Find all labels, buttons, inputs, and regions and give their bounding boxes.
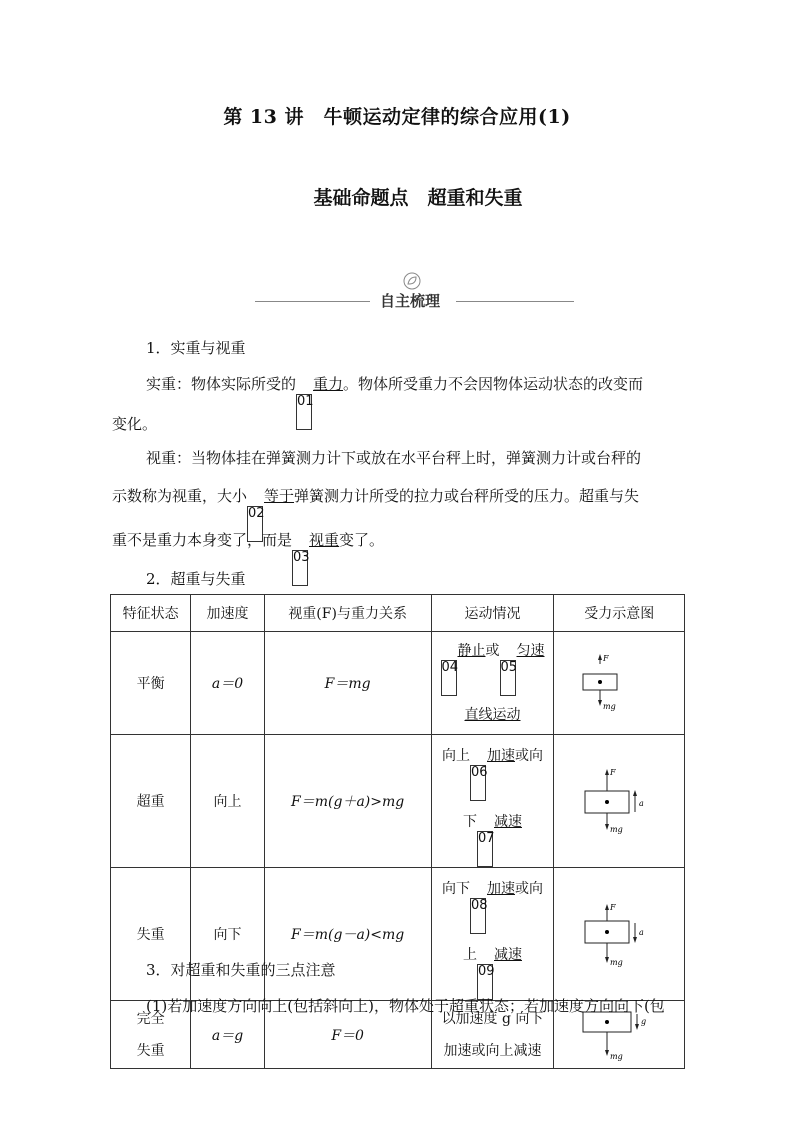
motion-cell [431,735,554,868]
gravity-label: g [641,1016,647,1026]
force-label: F [610,903,616,912]
text: 向下 [442,881,470,897]
state-line: 失重 [136,1042,165,1059]
acceleration-label: a [639,799,645,808]
text: 示数称为视重，大小 [112,487,248,505]
blank-box: 04 [441,660,457,696]
weight-label: mg [610,1051,623,1061]
answer: 直线运动 [464,707,521,723]
blank-box: 06 [470,765,486,801]
motion-line [432,868,554,934]
weight-label: mg [610,958,623,967]
text: 。物体所受重力不会因物体运动状态的改变而 [343,375,644,393]
text: 弹簧测力计所受的拉力或台秤所受的压力。超重与失 [294,487,640,505]
acc-cell: 向下 [191,868,264,1001]
acc-cell: a＝g [191,1001,264,1069]
state-cell: 超重 [111,735,191,868]
motion-line: 以加速度 g 向下 [441,1010,544,1027]
paragraph-1-line-1 [146,374,643,430]
force-diagram-balance [579,651,659,715]
text: 或向 [515,881,543,897]
section-subtitle: 基础命题点 超重和失重 [313,187,523,209]
blank-box: 08 [470,898,486,934]
answer: 匀速 [516,643,545,659]
table-row [111,868,685,1001]
motion-line [432,934,554,1000]
answer: 视重 [309,531,340,549]
heading-3: 3．对超重和失重的三点注意 [146,961,336,979]
header-cell: 受力示意图 [554,595,685,632]
acc-cell: 向上 [191,735,264,868]
state-cell: 失重 [111,868,191,1001]
relation-cell: F＝m(g＋a)>mg [264,735,431,868]
text: 或向 [515,748,543,764]
paragraph-3-line-1: (1)若加速度方向向上(包括斜向上)，物体处于超重状态；若加速度方向向下(包 [146,997,665,1015]
motion-line [432,801,554,867]
paragraph-2-line-1: 视重：当物体挂在弹簧测力计下或放在水平台秤上时，弹簧测力计或台秤的 [146,449,642,467]
state-cell: 平衡 [111,632,191,735]
motion-cell [431,868,554,1001]
relation-cell: F＝0 [264,1001,431,1069]
motion-cell [431,632,554,735]
weight-label: mg [603,702,616,711]
text: 变了。 [339,531,385,549]
text: 实重：物体实际所受的 [146,375,297,393]
answer: 加速 [487,881,515,897]
table-row [111,632,685,735]
header-cell: 加速度 [191,595,264,632]
answer: 静止 [457,643,486,659]
blank-box: 07 [477,831,493,867]
force-diagram-underweight [579,897,659,971]
heading-2: 2．超重与失重 [146,570,246,588]
section-title: 自主梳理 [379,292,440,310]
answer: 等于 [264,487,295,505]
force-label: F [610,768,616,777]
text: 或 [485,643,500,659]
answer: 重力 [313,375,344,393]
leaf-icon [403,272,421,290]
blank-box: 05 [500,660,516,696]
relation-cell: F＝mg [264,632,431,735]
diagram-cell [554,868,685,1001]
blank-box: 03 [292,550,308,586]
motion-line [432,632,554,696]
divider-right [456,301,574,302]
header-cell: 运动情况 [431,595,554,632]
state-line: 完全 [136,1010,165,1027]
diagram-cell [554,735,685,868]
text: 向上 [442,748,470,764]
header-cell: 特征状态 [111,595,191,632]
table-header-row [111,595,685,632]
blank-box: 01 [296,394,312,430]
force-diagram-overweight [579,764,659,838]
text: 重不是重力本身变了，而是 [112,531,293,549]
text: 上 [463,947,477,963]
header-cell: 视重(F)与重力关系 [264,595,431,632]
force-label: F [603,654,609,663]
weight-label: mg [610,825,623,834]
answer: 减速 [494,814,522,830]
diagram-cell [554,632,685,735]
table-row [111,735,685,868]
paragraph-1-line-2: 变化。 [112,415,158,433]
blank-box: 02 [247,506,263,542]
answer: 减速 [494,947,522,963]
motion-line [432,735,554,801]
answer: 加速 [487,748,515,764]
text: 下 [463,814,477,830]
motion-line: 加速或向上减速 [443,1042,542,1059]
acceleration-label: a [639,928,645,937]
page-title: 第 13 讲 牛顿运动定律的综合应用(1) [223,106,571,128]
heading-1: 1．实重与视重 [146,339,246,357]
divider-left [255,301,370,302]
relation-cell: F＝m(g－a)<mg [264,868,431,1001]
acc-cell: a＝0 [191,632,264,735]
blank-box: 09 [477,964,493,1000]
